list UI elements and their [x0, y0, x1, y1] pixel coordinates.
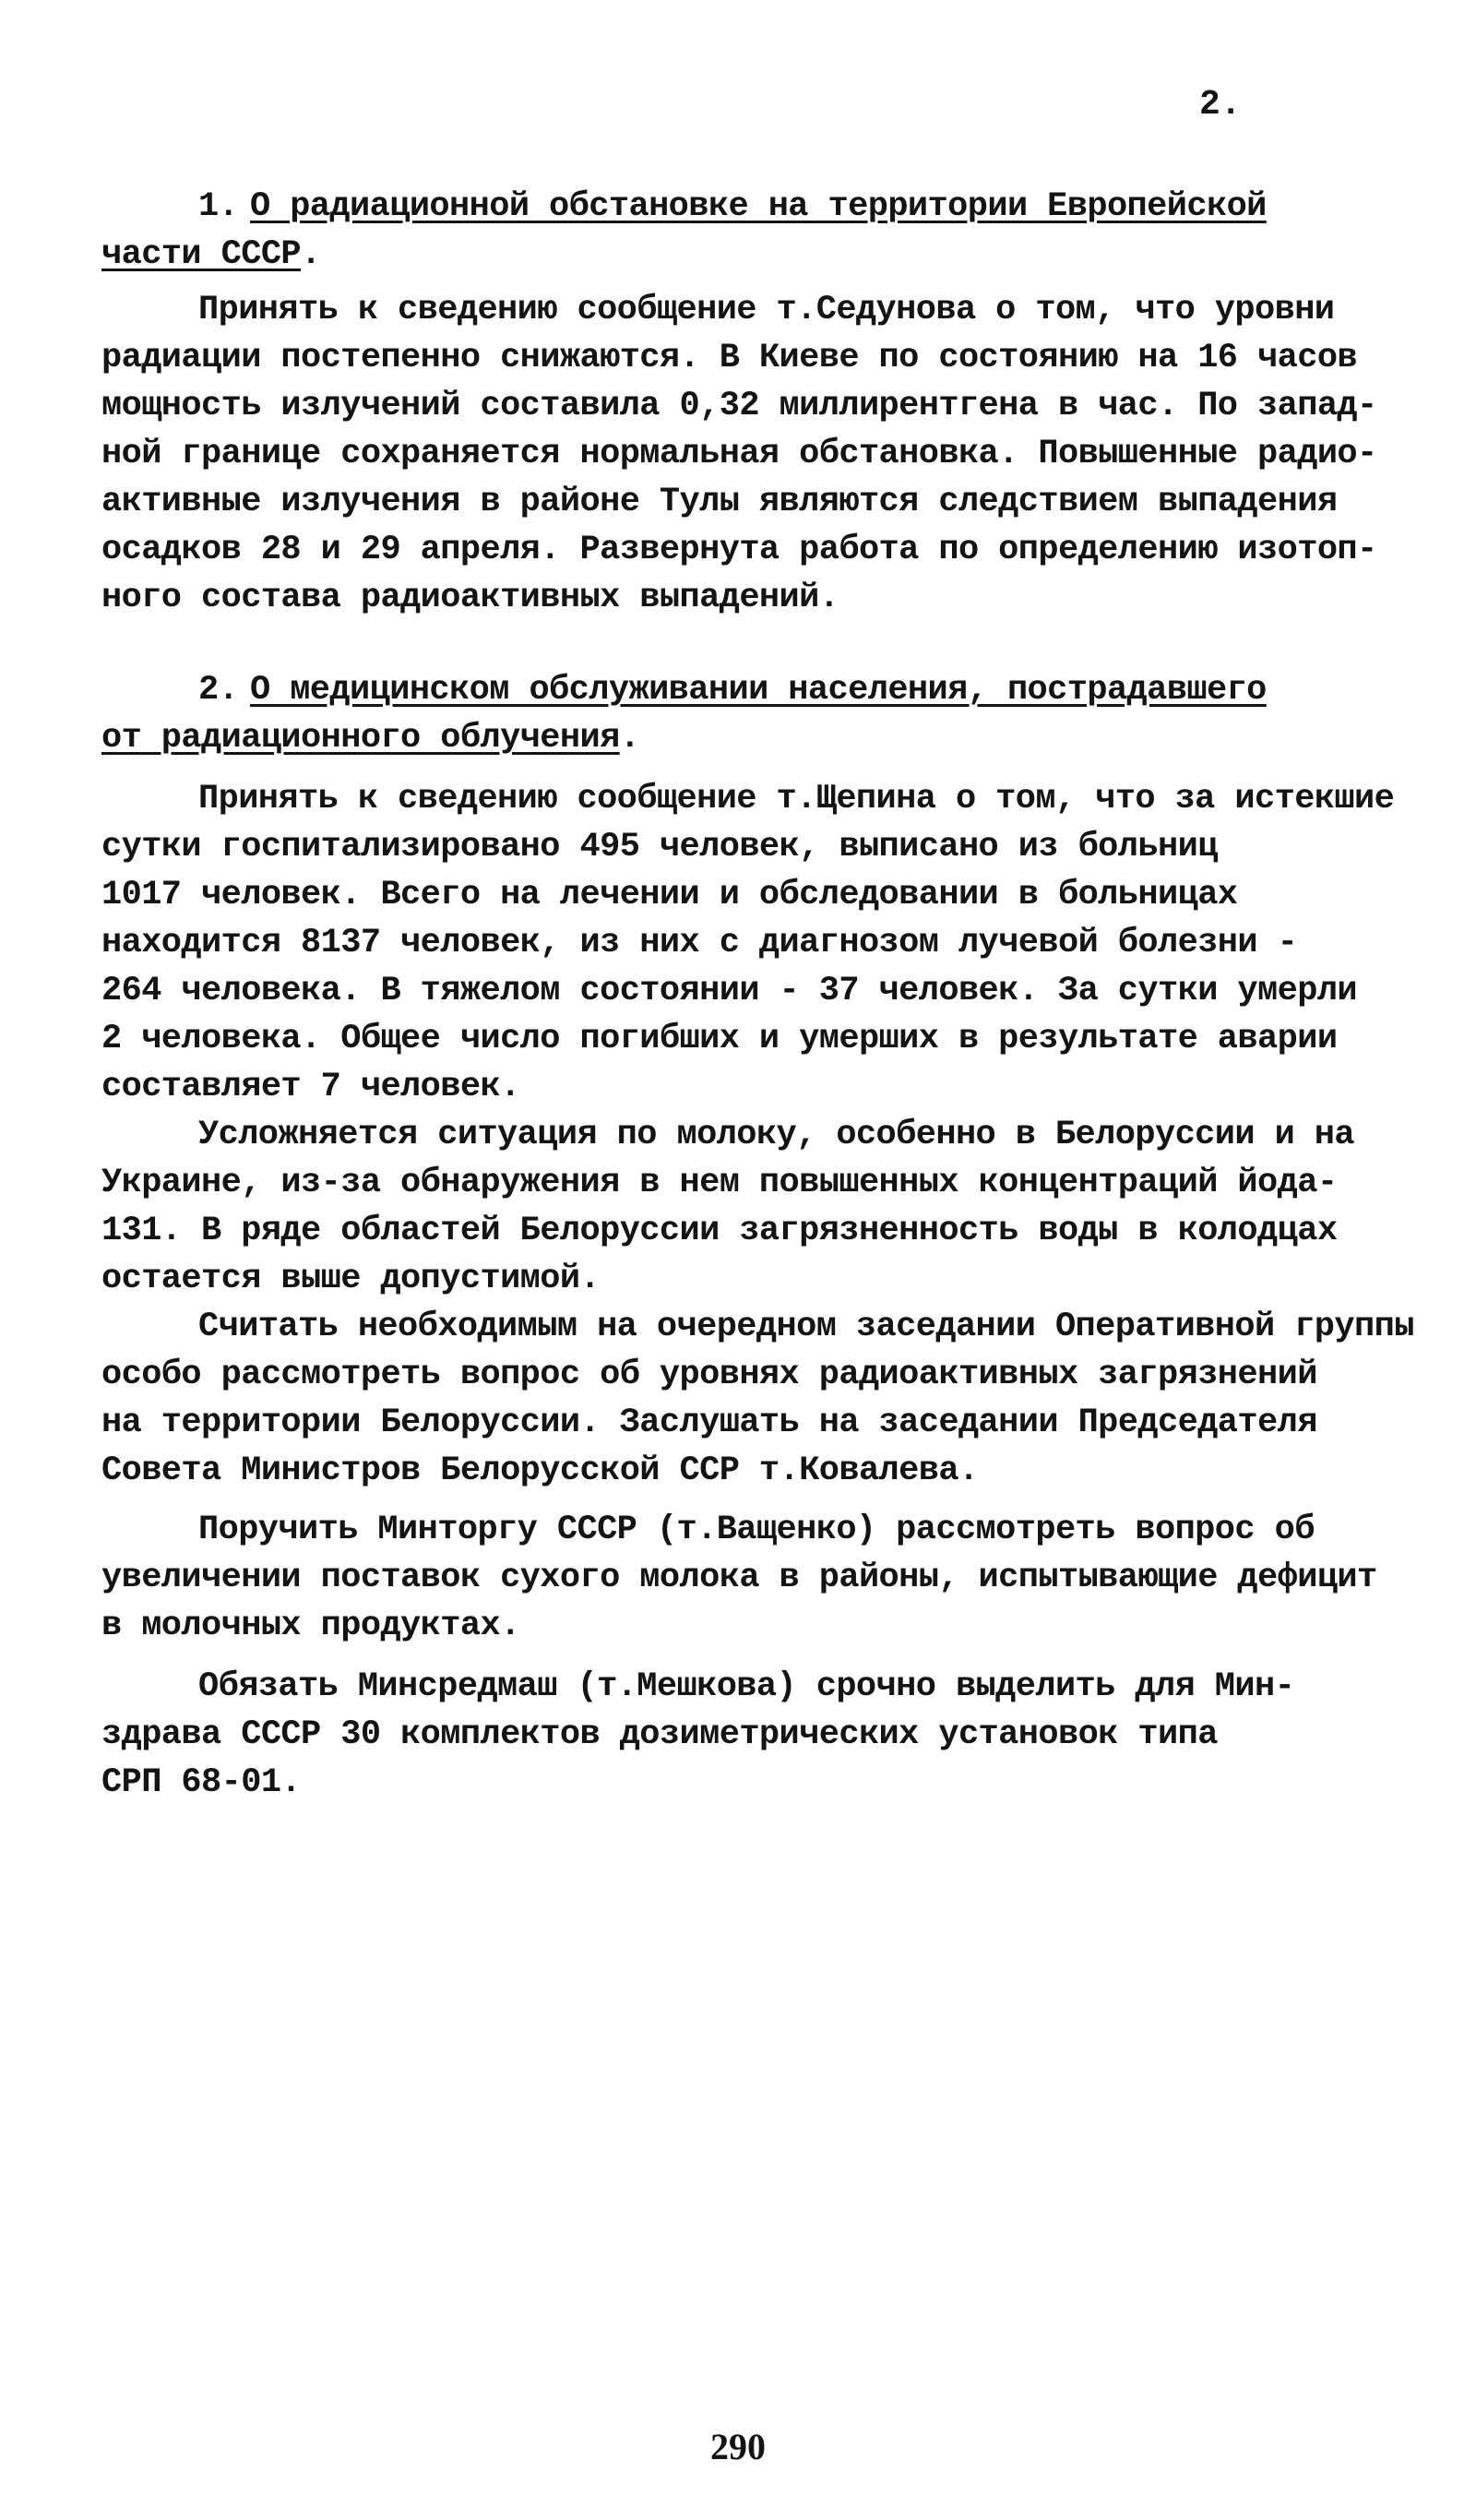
- paragraph-line: ного состава радиоактивных выпадений.: [101, 579, 839, 617]
- paragraph-line: 2 человека. Общее число погибших и умерших в результате аварии: [101, 1020, 1338, 1058]
- section-1-paragraph: [101, 286, 1411, 622]
- archive-page-number: 290: [710, 2426, 766, 2467]
- paragraph-line: ной границе сохраняется нормальная обстановка. Повышенные радио-: [101, 435, 1377, 473]
- section-2-heading: 2. О медицинском обслуживании населения, пострадавшего от радиационного облучения.: [101, 671, 1267, 758]
- paragraph-line: составляет 7 человек.: [101, 1068, 520, 1106]
- paragraph-line: активные излучения в районе Тулы являются следствием выпадения: [101, 483, 1338, 521]
- paragraph-line: Украине, из-за обнаружения в нем повышенных концентраций йода-: [101, 1164, 1338, 1202]
- paragraph-line: остается выше допустимой.: [101, 1260, 601, 1298]
- paragraph-line: СРП 68-01.: [101, 1763, 302, 1802]
- paragraph-line: особо рассмотреть вопрос об уровнях радиоактивных загрязнений: [101, 1356, 1317, 1394]
- section-2-paragraph-1: [101, 775, 1411, 1111]
- section-1-heading-line-2: части СССР: [101, 235, 302, 274]
- paragraph-line: в молочных продуктах.: [101, 1606, 520, 1645]
- section-2-paragraph-2: [101, 1111, 1411, 1303]
- paragraph-line: Принять к сведению сообщение т.Щепина о том, что за истекшие: [198, 780, 1395, 818]
- section-2-heading-line-2: от радиационного облучения: [101, 719, 620, 758]
- paragraph-line: Считать необходимым на очередном заседании Оперативной группы: [198, 1308, 1414, 1346]
- paragraph-line: находится 8137 человек, из них с диагнозом лучевой болезни -: [101, 924, 1298, 962]
- paragraph-line: 131. В ряде областей Белоруссии загрязненность воды в колодцах: [101, 1212, 1338, 1250]
- paragraph-line: Принять к сведению сообщение т.Седунова о том, что уровни: [198, 291, 1335, 329]
- section-1-heading-period: .: [301, 235, 321, 274]
- paragraph-line: на территории Белоруссии. Заслушать на заседании Председателя: [101, 1403, 1317, 1442]
- section-2-heading-line-1: О медицинском обслуживании населения, пострадавшего: [250, 671, 1267, 710]
- paragraph-line: мощность излучений составила 0,32 миллирентгена в час. По запад-: [101, 387, 1377, 425]
- paragraph-line: 264 человека. В тяжелом состоянии - 37 человек. За сутки умерли: [101, 972, 1358, 1010]
- paragraph-line: увеличении поставок сухого молока в районы, испытывающие дефицит: [101, 1559, 1377, 1597]
- paragraph-line: Совета Министров Белорусской ССР т.Ковалева.: [101, 1451, 979, 1490]
- paragraph-line: радиации постепенно снижаются. В Киеве по состоянию на 16 часов: [101, 339, 1358, 377]
- paragraph-line: Обязать Минсредмаш (т.Мешкова) срочно выделить для Мин-: [198, 1667, 1295, 1706]
- paragraph-line: осадков 28 и 29 апреля. Развернута работа по определению изотоп-: [101, 531, 1377, 569]
- section-2-paragraph-4: [101, 1506, 1411, 1650]
- section-2-paragraph-3: [101, 1303, 1414, 1495]
- page-number: 2.: [1199, 85, 1242, 125]
- section-2-paragraph-5: [101, 1663, 1411, 1807]
- paragraph-line: Поручить Минторгу СССР (т.Ващенко) рассмотреть вопрос об: [198, 1511, 1315, 1549]
- section-2-heading-period: .: [619, 719, 640, 758]
- section-1-heading: 1. О радиационной обстановке на территории Европейской части СССР.: [101, 187, 1267, 274]
- paragraph-line: 1017 человек. Всего на лечении и обследовании в больницах: [101, 876, 1238, 914]
- section-1-heading-line-1: О радиационной обстановке на территории Европейской: [250, 187, 1267, 226]
- paragraph-line: здрава СССР 30 комплектов дозиметрических установок типа: [101, 1715, 1218, 1754]
- paragraph-line: сутки госпитализировано 495 человек, выписано из больниц: [101, 828, 1218, 866]
- paragraph-line: Усложняется ситуация по молоку, особенно в Белоруссии и на: [198, 1116, 1355, 1154]
